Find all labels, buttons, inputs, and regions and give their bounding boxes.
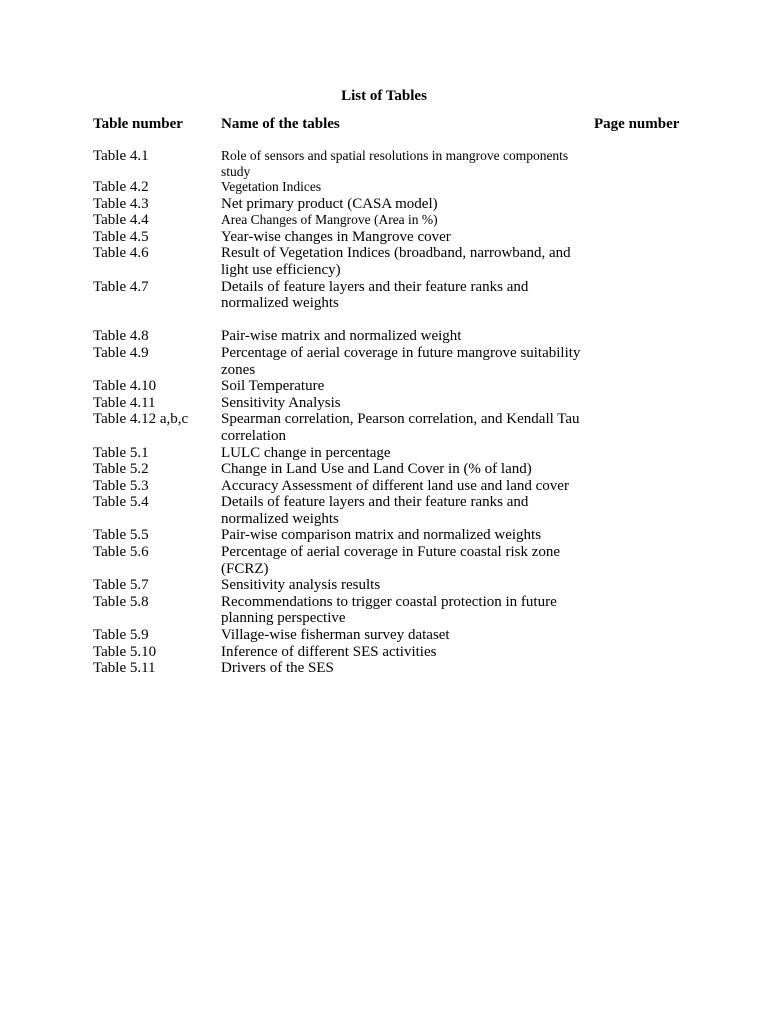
- table-name: Inference of different SES activities: [221, 643, 437, 660]
- header-table-number: Table number: [93, 116, 183, 132]
- table-name: Details of feature layers and their feature ranks and normalized weights: [221, 278, 529, 312]
- table-row: [93, 245, 693, 278]
- table-number: Table 5.7: [93, 577, 149, 594]
- table-name: Result of Vegetation Indices (broadband, narrowband, and light use efficiency): [221, 245, 571, 278]
- table-number: Table 4.2: [93, 179, 149, 195]
- table-name: Spearman correlation, Pearson correlation, and Kendall Tau correlation: [221, 411, 580, 444]
- table-row: [93, 660, 693, 677]
- table-name: Percentage of aerial coverage in future mangrove suitability zones: [221, 344, 581, 378]
- table-row: [93, 577, 693, 594]
- table-name: Sensitivity analysis results: [221, 577, 381, 594]
- table-row: [93, 212, 693, 229]
- table-number: Table 5.6: [93, 544, 149, 561]
- table-name: Area Changes of Mangrove (Area in %): [221, 212, 438, 228]
- table-name: Year-wise changes in Mangrove cover: [221, 228, 451, 245]
- table-row: [93, 527, 693, 544]
- table-row: [93, 445, 693, 462]
- table-number: Table 5.4: [93, 494, 149, 511]
- table-name: Pair-wise matrix and normalized weight: [221, 328, 462, 345]
- table-number: Table 5.11: [93, 660, 156, 677]
- table-row: [93, 544, 693, 577]
- table-name: Net primary product (CASA model): [221, 195, 438, 212]
- table-name: Drivers of the SES: [221, 660, 334, 677]
- table-number: Table 4.10: [93, 378, 157, 395]
- table-number: Table 4.5: [93, 228, 149, 245]
- table-row: [93, 378, 693, 395]
- table-number: Table 5.5: [93, 527, 149, 544]
- table-name: Village-wise fisherman survey dataset: [221, 627, 450, 644]
- table-row: [93, 196, 693, 213]
- table-row: [93, 494, 693, 527]
- table-number: Table 5.3: [93, 477, 149, 494]
- table-row: [93, 644, 693, 661]
- table-row: [93, 345, 693, 378]
- table-name: Pair-wise comparison matrix and normalized weights: [221, 527, 542, 544]
- header-page-number: Page number: [594, 116, 680, 132]
- table-row: [93, 395, 693, 412]
- table-list: [93, 148, 693, 677]
- table-number: Table 4.8: [93, 328, 149, 345]
- table-number: Table 5.1: [93, 444, 149, 461]
- table-row: [93, 229, 693, 246]
- table-name: Sensitivity Analysis: [221, 394, 341, 411]
- table-row: [93, 461, 693, 478]
- table-row: [93, 148, 693, 179]
- table-number: Table 4.9: [93, 344, 149, 361]
- table-name: Recommendations to trigger coastal protection in future planning perspective: [221, 593, 557, 627]
- table-row: [93, 328, 693, 345]
- table-number: Table 4.6: [93, 245, 149, 262]
- table-number: Table 5.10: [93, 643, 157, 660]
- table-row: [93, 279, 693, 312]
- table-row: [93, 594, 693, 627]
- table-name: Accuracy Assessment of different land use and land cover: [221, 477, 569, 494]
- table-row: [93, 478, 693, 495]
- table-number: Table 4.7: [93, 278, 149, 295]
- table-number: Table 4.1: [93, 148, 149, 164]
- table-name: Percentage of aerial coverage in Future coastal risk zone (FCRZ): [221, 544, 561, 577]
- table-name: Role of sensors and spatial resolutions in mangrove components study: [221, 148, 569, 179]
- table-row: [93, 627, 693, 644]
- table-number: Table 5.2: [93, 461, 149, 478]
- table-name: Details of feature layers and their feature ranks and normalized weights: [221, 494, 529, 527]
- table-name: Soil Temperature: [221, 378, 325, 395]
- table-name: LULC change in percentage: [221, 444, 391, 461]
- page-title: List of Tables: [341, 88, 427, 104]
- table-number: Table 4.3: [93, 195, 149, 212]
- table-number: Table 4.11: [93, 394, 156, 411]
- table-row: [93, 179, 693, 196]
- table-number: Table 5.9: [93, 627, 149, 644]
- table-name: Change in Land Use and Land Cover in (% of land): [221, 461, 532, 478]
- table-number: Table 4.4: [93, 212, 149, 229]
- table-name: Vegetation Indices: [221, 179, 322, 194]
- table-number: Table 5.8: [93, 593, 149, 610]
- table-number: Table 4.12 a,b,c: [93, 411, 189, 428]
- header-name-of-tables: Name of the tables: [221, 116, 340, 132]
- table-row: [93, 411, 693, 444]
